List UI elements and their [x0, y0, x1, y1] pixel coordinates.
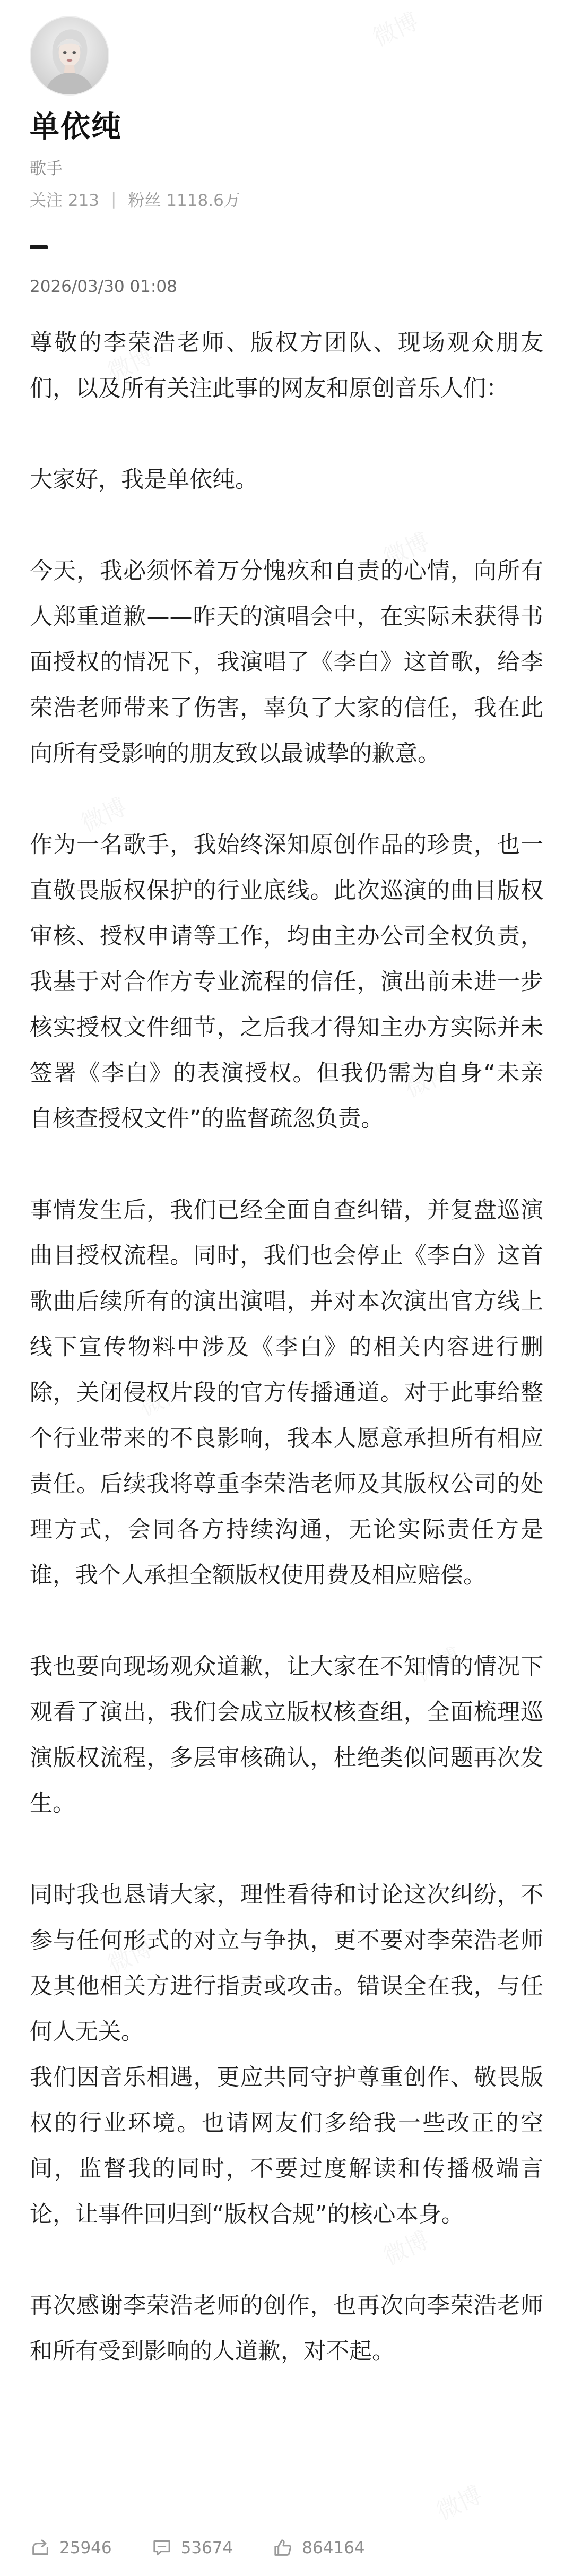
comment-button[interactable] — [151, 2537, 233, 2558]
section-divider — [30, 245, 48, 249]
user-name[interactable]: 单依纯 — [30, 110, 122, 144]
post-paragraph: 事情发生后，我们已经全面自查纠错，并复盘巡演曲目授权流程。同时，我们也会停止《李白》这首歌曲后续所有的演出演唱，并对本次演出官方线上线下宣传物料中涉及《李白》的相关内容进行删除，关闭侵权片段的官方传播通道。对于此事给整个行业带来的不良影响，我本人愿意承担所有相应责任。后续我将尊重李荣浩老师及其版权公司的处理方式，会同各方持续沟通，无论实际责任方是谁，我个人承担全额版权使用费及相应赔偿。 — [30, 1197, 543, 1589]
watermark — [430, 2476, 487, 2526]
post-paragraph: 大家好，我是单依纯。 — [30, 467, 258, 493]
post-paragraph: 同时我也恳请大家，理性看待和讨论这次纠纷，不参与任何形式的对立与争执，更不要对李荣浩老师及其他相关方进行指责或攻击。错误全在我，与任何人无关。 — [30, 1882, 543, 2045]
post-paragraph: 尊敬的李荣浩老师、版权方团队、现场观众朋友们，以及所有关注此事的网友和原创音乐人们： — [30, 330, 543, 402]
post-paragraph: 再次感谢李荣浩老师的创作，也再次向李荣浩老师和所有受到影响的人道歉，对不起。 — [30, 2293, 543, 2365]
like-button[interactable] — [272, 2537, 364, 2558]
post-paragraph: 作为一名歌手，我始终深知原创作品的珍贵，也一直敬畏版权保护的行业底线。此次巡演的曲目版权审核、授权申请等工作，均由主办公司全权负责，我基于对合作方专业流程的信任，演出前未进一步核实授权文件细节，之后我才得知主办方实际并未签署《李白》的表演授权。但我仍需为自身“未亲自核查授权文件”的监督疏忽负责。 — [30, 832, 543, 1132]
comment-count: 53674 — [180, 2538, 233, 2557]
repost-button[interactable] — [30, 2537, 112, 2558]
post-paragraph: 我们因音乐相遇，更应共同守护尊重创作、敬畏版权的行业环境。也请网友们多给我一些改正的空间，监督我的同时，不要过度解读和传播极端言论，让事件回归到“版权合规”的核心本身。 — [30, 2064, 543, 2228]
post-paragraph: 我也要向现场观众道歉，让大家在不知情的情况下观看了演出，我们会成立版权核查组，全面梳理巡演版权流程，多层审核确认，杜绝类似问题再次发生。 — [30, 1653, 543, 1817]
user-stats — [30, 187, 240, 211]
avatar[interactable] — [30, 16, 109, 96]
share-icon — [30, 2537, 51, 2558]
stats-separator: | — [111, 189, 117, 209]
thumbs-up-icon — [272, 2537, 293, 2558]
followers-count[interactable]: 粉丝 1118.6万 — [128, 191, 240, 210]
watermark — [367, 2, 423, 53]
post-actions-bar — [30, 2537, 543, 2558]
comment-icon — [151, 2537, 172, 2558]
avatar-portrait-icon — [31, 17, 108, 94]
like-count: 864164 — [302, 2538, 365, 2557]
following-count[interactable]: 关注 213 — [30, 191, 100, 210]
post-timestamp: 2026/03/30 01:08 — [30, 277, 177, 296]
user-role: 歌手 — [30, 159, 63, 178]
post-content — [30, 320, 543, 2420]
repost-count: 25946 — [59, 2538, 112, 2557]
post-paragraph: 今天，我必须怀着万分愧疚和自责的心情，向所有人郑重道歉——昨天的演唱会中，在实际未获得书面授权的情况下，我演唱了《李白》这首歌，给李荣浩老师带来了伤害，辜负了大家的信任，我在此向所有受影响的朋友致以最诚挚的歉意。 — [30, 558, 543, 767]
